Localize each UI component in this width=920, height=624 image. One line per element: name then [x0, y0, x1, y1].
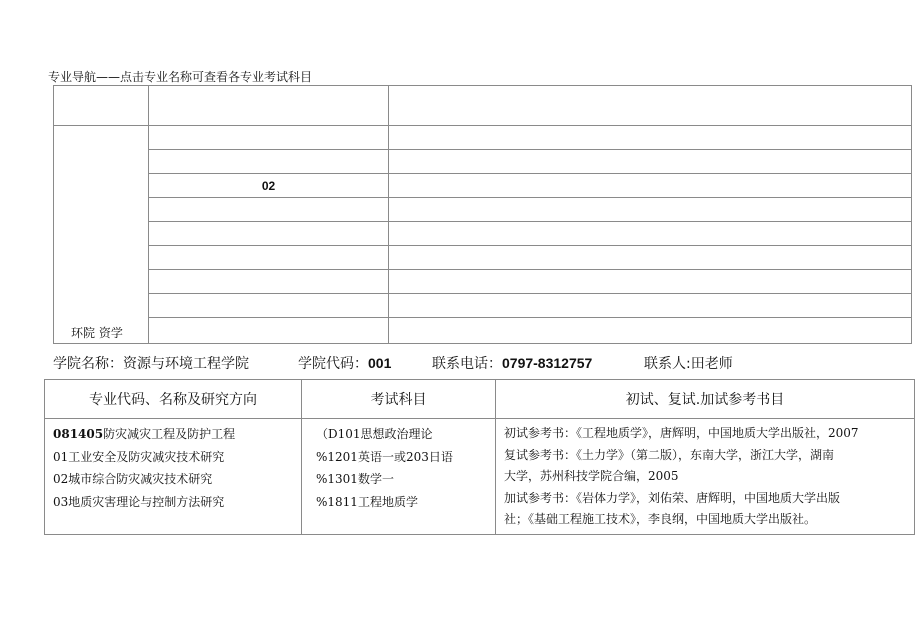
nav-table-cell [389, 174, 912, 198]
nav-table-cell [54, 86, 149, 126]
contact-phone-label: 联系电话： [432, 356, 502, 372]
table-header-row [45, 380, 915, 419]
college-name-value: 资源与环境工程学院 [123, 356, 249, 372]
book-line: 大学，苏州科技学院合编，2005 [504, 469, 679, 483]
book-line: 初试参考书：《工程地质学》，唐辉明，中国地质大学出版社，2007 [504, 426, 859, 440]
direction-item: 02城市综合防灾减灾技术研究 [53, 472, 213, 486]
college-info-row [0, 353, 920, 375]
college-name-item [53, 353, 249, 373]
header-major: 专业代码、名称及研究方向 [45, 380, 302, 419]
nav-table-cell [389, 270, 912, 294]
subject-item: %1811工程地质学 [316, 494, 418, 509]
contact-person-item [644, 353, 733, 373]
subject-item: （D101思想政治理论 [316, 427, 433, 441]
navigation-table [53, 85, 912, 344]
contact-person-label: 联系人: [644, 356, 691, 372]
contact-phone-value: 0797-8312757 [502, 355, 593, 371]
nav-table-cell [389, 198, 912, 222]
nav-table-cell [389, 86, 912, 126]
major-code: 081405 [53, 427, 104, 441]
college-code-item [298, 353, 391, 373]
nav-table-cell[interactable] [149, 150, 389, 174]
major-name: 防灾减灾工程及防护工程 [103, 427, 236, 441]
nav-table-cell [389, 126, 912, 150]
books-cell [496, 419, 915, 535]
nav-left-label: 环院 资学 [71, 326, 123, 340]
direction-item: 03地质灾害理论与控制方法研究 [53, 494, 225, 509]
nav-table-cell[interactable] [149, 246, 389, 270]
college-code-label: 学院代码： [298, 356, 368, 372]
subject-item: %1201英语一或203日语 [316, 449, 453, 464]
exam-subjects-table [44, 379, 915, 535]
nav-table-cell[interactable] [149, 126, 389, 150]
major-code-link[interactable]: 02 [149, 174, 389, 198]
college-code-value: 001 [368, 355, 392, 371]
nav-table-cell [389, 222, 912, 246]
direction-item: 01工业安全及防灾减灾技术研究 [53, 449, 225, 464]
nav-table-cell [389, 246, 912, 270]
contact-person-value: 田老师 [690, 356, 733, 372]
nav-table-cell[interactable] [149, 198, 389, 222]
book-line: 社；《基础工程施工技术》，李良纲，中国地质大学出版社。 [504, 512, 817, 526]
nav-table-cell [389, 150, 912, 174]
header-subjects: 考试科目 [302, 380, 496, 419]
table-row [45, 419, 915, 535]
nav-table-cell[interactable] [149, 222, 389, 246]
college-name-label: 学院名称： [53, 356, 123, 372]
book-line: 复试参考书：《土力学》（第二版），东南大学，浙江大学，湖南 [504, 447, 835, 462]
header-books: 初试、复试.加试参考书目 [496, 380, 915, 419]
nav-table-cell[interactable] [149, 270, 389, 294]
book-line: 加试参考书：《岩体力学》，刘佑荣、唐辉明，中国地质大学出版 [504, 490, 841, 505]
major-title [53, 423, 301, 446]
nav-left-cell [54, 126, 149, 344]
nav-table-cell [389, 294, 912, 318]
major-navigation-title: 专业导航——点击专业名称可查看各专业考试科目 [48, 70, 313, 84]
subject-item: %1301数学一 [316, 472, 394, 486]
nav-table-cell[interactable] [149, 294, 389, 318]
contact-phone-item [432, 353, 592, 373]
nav-table-cell[interactable] [149, 318, 389, 344]
subjects-cell [302, 419, 496, 535]
major-cell [45, 419, 302, 535]
nav-table-cell [389, 318, 912, 344]
nav-table-cell[interactable] [149, 86, 389, 126]
